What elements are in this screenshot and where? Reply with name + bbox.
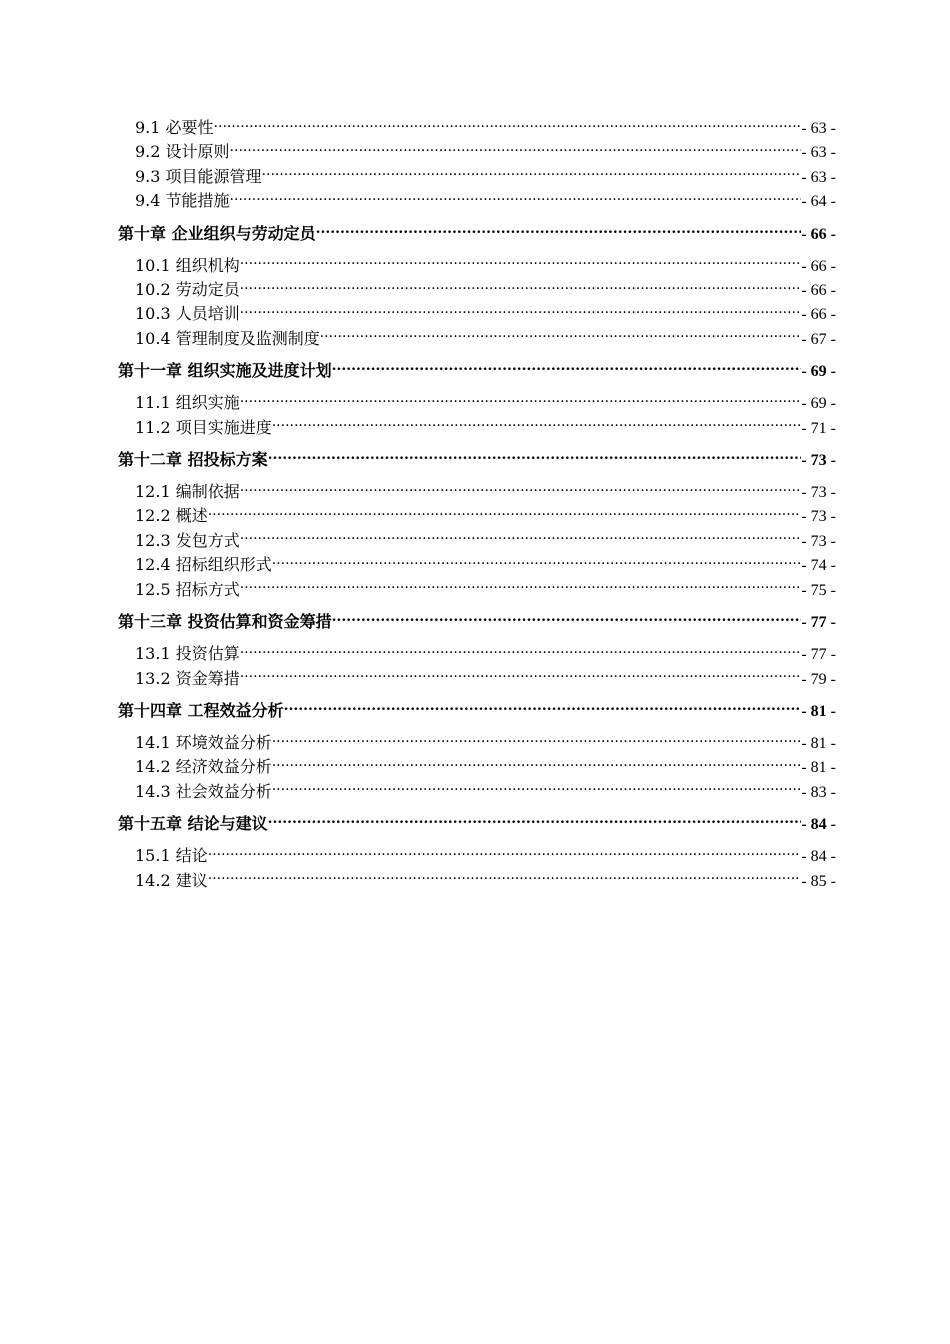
toc-entry[interactable]	[118, 780, 836, 804]
toc-entry-page: - 81 -	[801, 734, 836, 752]
toc-entry-page: - 84 -	[801, 848, 836, 866]
toc-entry-page: - 64 -	[801, 193, 836, 211]
toc-entry-label: 14.3 社会效益分析	[135, 781, 272, 801]
toc-entry-label: 12.2 概述	[135, 506, 208, 526]
toc-entry-page: - 74 -	[801, 557, 836, 575]
table-of-contents	[118, 116, 836, 893]
toc-chapter[interactable]	[118, 699, 836, 723]
toc-chapter-label: 第十三章 投资估算和资金筹措	[118, 612, 332, 632]
toc-entry-page: - 63 -	[801, 120, 836, 137]
toc-chapter[interactable]	[118, 812, 836, 836]
toc-entry[interactable]	[118, 529, 836, 553]
toc-leader-dots	[240, 279, 802, 295]
toc-entry[interactable]	[118, 731, 836, 755]
toc-entry-label: 10.2 劳动定员	[135, 280, 240, 300]
toc-entry-page: - 71 -	[801, 419, 836, 437]
toc-chapter[interactable]	[118, 610, 836, 634]
toc-leader-dots	[208, 870, 802, 886]
toc-entry-page: - 73 -	[801, 508, 836, 526]
toc-leader-dots	[284, 700, 802, 716]
toc-chapter-page: - 73 -	[801, 452, 836, 470]
toc-entry[interactable]	[118, 254, 836, 278]
toc-leader-dots	[272, 554, 802, 570]
toc-entry[interactable]	[118, 302, 836, 326]
toc-leader-dots	[272, 417, 802, 433]
toc-entry-page: - 73 -	[801, 484, 836, 502]
toc-leader-dots	[268, 449, 802, 465]
toc-leader-dots	[230, 141, 802, 157]
toc-entry[interactable]	[118, 391, 836, 415]
toc-entry[interactable]	[118, 553, 836, 577]
toc-entry-page: - 69 -	[801, 395, 836, 413]
toc-leader-dots	[332, 360, 802, 376]
toc-entry-label: 12.4 招标组织形式	[135, 555, 272, 575]
toc-chapter-label: 第十章 企业组织与劳动定员	[118, 223, 316, 243]
toc-entry[interactable]	[118, 578, 836, 602]
toc-entry-label: 9.4 节能措施	[135, 191, 230, 211]
toc-entry[interactable]	[118, 844, 836, 868]
toc-entry-page: - 83 -	[801, 783, 836, 801]
toc-leader-dots	[230, 190, 802, 206]
toc-entry[interactable]	[118, 667, 836, 691]
toc-leader-dots	[240, 481, 802, 497]
toc-entry[interactable]	[118, 642, 836, 666]
toc-leader-dots	[240, 255, 802, 271]
toc-leader-dots	[240, 668, 802, 684]
toc-entry-label: 10.3 人员培训	[135, 304, 240, 324]
toc-entry[interactable]	[118, 869, 836, 893]
toc-entry-label: 11.1 组织实施	[135, 393, 240, 413]
toc-entry-page: - 79 -	[801, 670, 836, 688]
toc-chapter-page: - 66 -	[801, 225, 836, 243]
toc-leader-dots	[268, 813, 802, 829]
toc-entry-label: 12.5 招标方式	[135, 579, 240, 599]
toc-entry-label: 14.2 经济效益分析	[135, 757, 272, 777]
toc-entry[interactable]	[118, 416, 836, 440]
toc-leader-dots	[208, 505, 802, 521]
toc-chapter-page: - 69 -	[801, 363, 836, 381]
toc-leader-dots	[262, 166, 802, 182]
toc-entry-label: 9.1 必要性	[135, 118, 214, 137]
toc-entry[interactable]	[118, 504, 836, 528]
toc-entry-label: 11.2 项目实施进度	[135, 417, 272, 437]
toc-entry-label: 15.1 结论	[135, 846, 208, 866]
toc-leader-dots	[240, 530, 802, 546]
toc-entry-page: - 66 -	[801, 282, 836, 300]
toc-entry[interactable]	[118, 278, 836, 302]
toc-chapter-page: - 81 -	[801, 702, 836, 720]
toc-entry-page: - 77 -	[801, 646, 836, 664]
toc-entry-page: - 66 -	[801, 306, 836, 324]
toc-entry-label: 12.1 编制依据	[135, 482, 240, 502]
toc-leader-dots	[316, 223, 802, 239]
toc-entry-page: - 85 -	[801, 872, 836, 890]
toc-chapter-page: - 84 -	[801, 816, 836, 834]
toc-entry[interactable]	[118, 165, 836, 189]
toc-entry[interactable]	[118, 755, 836, 779]
toc-leader-dots	[272, 781, 802, 797]
toc-leader-dots	[332, 611, 802, 627]
toc-leader-dots	[214, 117, 802, 133]
toc-entry-page: - 81 -	[801, 759, 836, 777]
toc-entry-label: 14.2 建议	[135, 870, 208, 890]
toc-entry[interactable]	[118, 480, 836, 504]
toc-entry-label: 12.3 发包方式	[135, 530, 240, 550]
toc-entry-label: 13.2 资金筹措	[135, 668, 240, 688]
toc-leader-dots	[208, 845, 802, 861]
toc-chapter-page: - 77 -	[801, 614, 836, 632]
toc-entry[interactable]	[118, 140, 836, 164]
toc-entry-page: - 67 -	[801, 330, 836, 348]
toc-leader-dots	[240, 643, 802, 659]
toc-leader-dots	[272, 732, 802, 748]
toc-entry[interactable]	[118, 116, 836, 140]
toc-chapter-label: 第十五章 结论与建议	[118, 814, 268, 834]
toc-entry[interactable]	[118, 327, 836, 351]
toc-entry-page: - 66 -	[801, 257, 836, 275]
toc-entry-label: 10.1 组织机构	[135, 255, 240, 275]
toc-chapter[interactable]	[118, 448, 836, 472]
toc-entry-label: 14.1 环境效益分析	[135, 732, 272, 752]
toc-entry-page: - 63 -	[801, 144, 836, 162]
toc-leader-dots	[240, 579, 802, 595]
toc-leader-dots	[272, 756, 802, 772]
toc-chapter-label: 第十四章 工程效益分析	[118, 700, 284, 720]
toc-chapter[interactable]	[118, 359, 836, 383]
toc-entry[interactable]	[118, 189, 836, 213]
toc-chapter[interactable]	[118, 222, 836, 246]
toc-leader-dots	[320, 328, 802, 344]
toc-entry-page: - 73 -	[801, 532, 836, 550]
toc-entry-label: 9.2 设计原则	[135, 142, 230, 162]
toc-entry-label: 13.1 投资估算	[135, 644, 240, 664]
toc-entry-label: 10.4 管理制度及监测制度	[135, 328, 320, 348]
toc-entry-page: - 63 -	[801, 168, 836, 186]
toc-entry-page: - 75 -	[801, 581, 836, 599]
toc-leader-dots	[240, 303, 802, 319]
toc-leader-dots	[240, 392, 802, 408]
toc-chapter-label: 第十二章 招投标方案	[118, 450, 268, 470]
toc-chapter-label: 第十一章 组织实施及进度计划	[118, 361, 332, 381]
toc-entry-label: 9.3 项目能源管理	[135, 166, 262, 186]
